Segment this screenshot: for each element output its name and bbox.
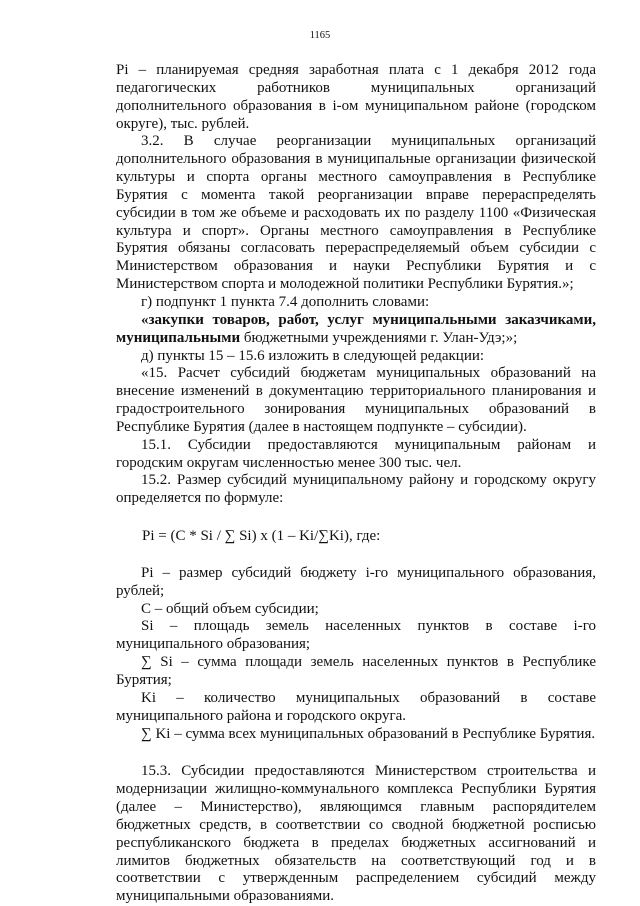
paragraph-d: д) пункты 15 – 15.6 изложить в следующей редакции: [141,347,485,364]
paragraph-3-2: 3.2. В случае реорганизации муниципальных организаций дополнительного образования в муниципальные организации физической культуры и спорта органы местного самоуправления в Республике Бурятия с момента такой реорганизации вправе перераспределять субсидии в том же объеме и расходовать их по разделу 1100 «Физическая культура и спорт». Органы местного самоуправления в Республике Бурятия обязаны согласовать перераспределяемый объем субсидии с Министерством образования и науки Республики Бурятия и с Министерством спорта и молодежной политики Республики Бурятия.»; [116,133,596,293]
definition-sum-si: ∑ Si – сумма площади земель населенных пунктов в Республике Бурятия; [116,654,596,688]
page-number: 1165 [309,30,331,41]
bold-text: «закупки товаров, работ, услуг муниципальными заказчиками, муниципальными [116,311,596,346]
paragraph-15-3: 15.3. Субсидии предоставляются Министерством строительства и модернизации жилищно-коммунального комплекса Республики Бурятия (далее – Министерство), являющимся главным распорядителем бюджетных средств, в соответствии со сводной бюджетной росписью республиканского бюджета в пределах бюджетных ассигнований и лимитов бюджетных обязательств на соответствующий год и в соответствии с утвержденным распределением субсидий между муниципальными образованиями. [116,763,596,905]
paragraph-g: г) подпункт 1 пункта 7.4 дополнить словами: [141,293,430,310]
document-body [116,62,596,906]
formula: Pi = (C * Si / ∑ Si) x (1 – Ki/∑Ki), где: [142,528,381,545]
paragraph-text: бюджетными учреждениями г. Улан-Удэ;»; [240,329,518,346]
paragraph-15: «15. Расчет субсидий бюджетам муниципальных образований на внесение изменений в документацию территориального планирования и градостроительного зонирования муниципальных образований в Республике Бурятия (далее в настоящем подпункте – субсидии). [116,365,596,435]
paragraph-pi-definition: Pi – планируемая средняя заработная плата с 1 декабря 2012 года педагогических работников муниципальных организаций дополнительного образования в i-ом муниципальном районе (городском округе), тыс. рублей. [116,62,596,132]
definition-c: C – общий объем субсидии; [141,600,319,617]
definition-si: Si – площадь земель населенных пунктов в составе i-го муниципального образования; [116,618,596,653]
paragraph-quote-zakupki [116,312,596,348]
definition-ki: Ki – количество муниципальных образований в составе муниципального района и городского округа. [116,689,596,724]
definition-sum-ki: ∑ Ki – сумма всех муниципальных образований в Республике Бурятия. [141,725,596,742]
definition-pi: Pi – размер субсидий бюджету i-го муниципального образования, рублей; [116,564,596,599]
paragraph-15-1: 15.1. Субсидии предоставляются муниципальным районам и городским округам численностью менее 300 тыс. чел. [116,436,596,471]
paragraph-15-2: 15.2. Размер субсидий муниципальному району и городскому округу определяется по формуле: [116,472,596,507]
spacer [116,743,596,763]
